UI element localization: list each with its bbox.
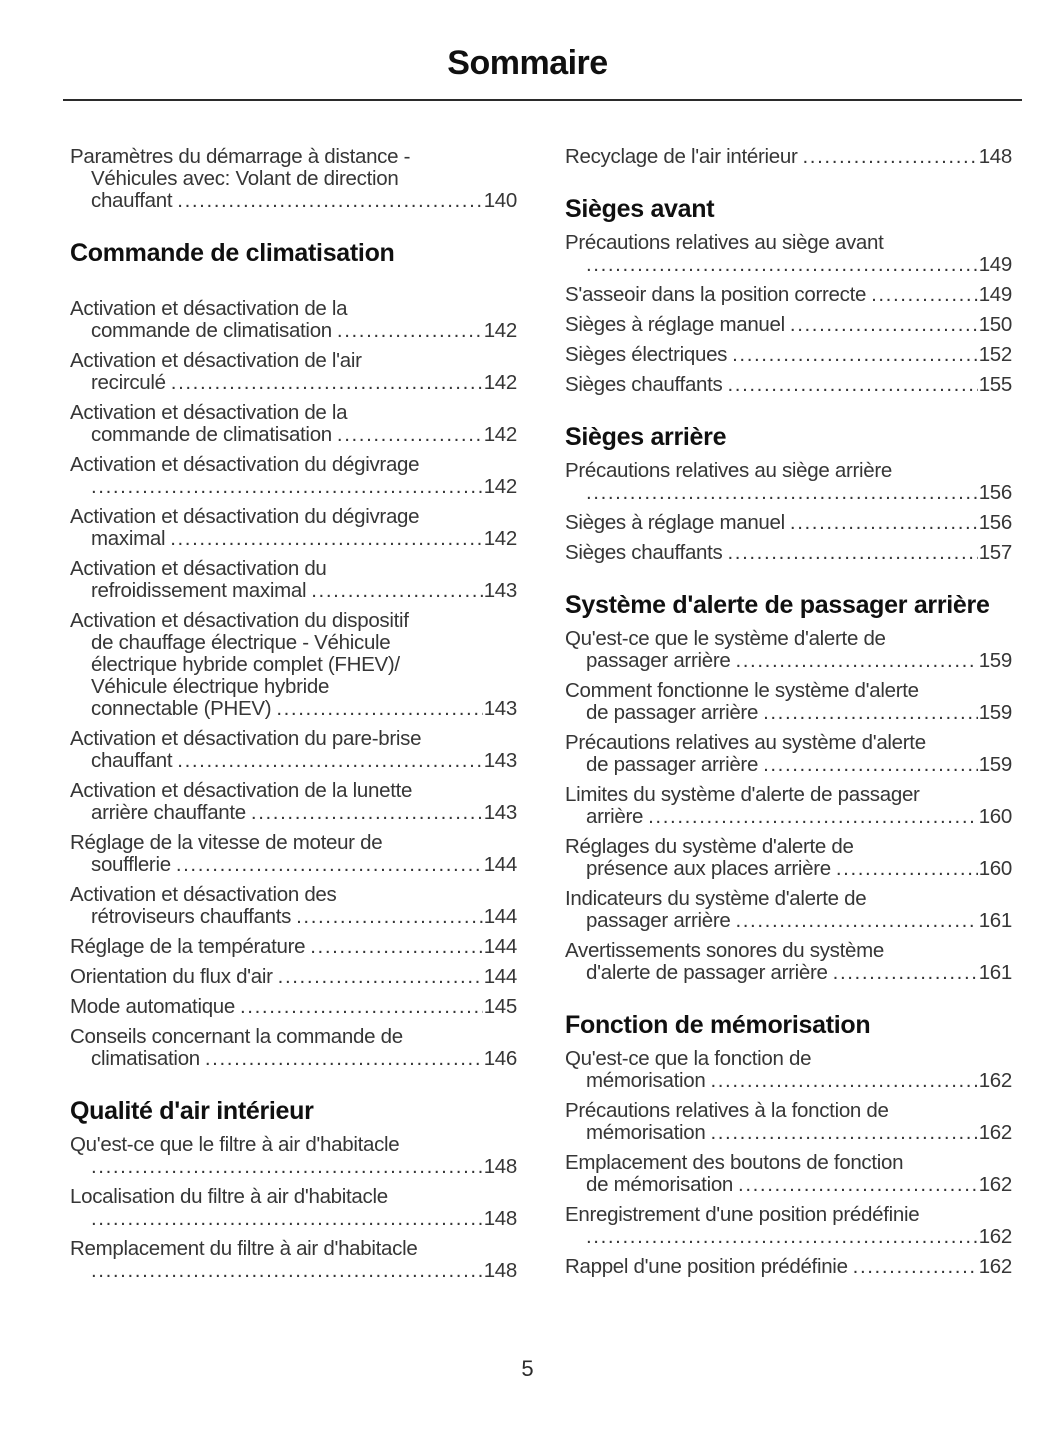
- entry-text: Qu'est-ce que la fonction de: [565, 1047, 812, 1070]
- toc-line: [70, 1260, 517, 1282]
- toc-entry: [565, 512, 1012, 534]
- toc-line: [565, 146, 1012, 168]
- toc-entry: [565, 232, 1012, 276]
- toc-entry: [565, 628, 1012, 672]
- entry-text: passager arrière: [586, 649, 731, 672]
- toc-entry: [70, 1238, 517, 1282]
- page-ref: 148: [483, 1259, 517, 1282]
- toc-line: [70, 580, 517, 602]
- dot-leader: [790, 314, 978, 336]
- toc-line: [565, 910, 1012, 932]
- page-ref: 144: [483, 905, 517, 928]
- entry-text: Qu'est-ce que le système d'alerte de: [565, 627, 886, 650]
- dot-leader: [276, 698, 482, 720]
- entry-text: commande de climatisation: [91, 423, 332, 446]
- entry-text: Activation et désactivation de la: [70, 297, 348, 320]
- toc-line: [565, 650, 1012, 672]
- dot-leader: [763, 754, 978, 776]
- toc-entry: [565, 374, 1012, 396]
- entry-text: Réglage de la vitesse de moteur de: [70, 831, 383, 854]
- dot-leader: [91, 476, 483, 498]
- page-ref: 156: [978, 511, 1012, 534]
- entry-text: connectable (PHEV): [91, 697, 272, 720]
- page-title: Sommaire: [447, 44, 608, 82]
- toc-line: [565, 482, 1012, 504]
- page-ref: 160: [978, 805, 1012, 828]
- entry-text: passager arrière: [586, 909, 731, 932]
- page-ref: 143: [483, 697, 517, 720]
- page-ref: 148: [483, 1155, 517, 1178]
- page-ref: 143: [483, 749, 517, 772]
- dot-leader: [278, 966, 483, 988]
- section-heading: Commande de climatisation: [70, 239, 395, 267]
- entry-text: Emplacement des boutons de fonction: [565, 1151, 904, 1174]
- dot-leader: [311, 580, 482, 602]
- toc-entry: [565, 940, 1012, 984]
- page-ref: 161: [978, 961, 1012, 984]
- dot-leader: [648, 806, 978, 828]
- dot-leader: [91, 1156, 483, 1178]
- dot-leader: [710, 1070, 977, 1092]
- entry-text: Activation et désactivation du dispositif: [70, 609, 409, 632]
- entry-text: électrique hybride complet (FHEV)/: [91, 653, 400, 676]
- page-ref: 162: [978, 1225, 1012, 1248]
- toc-line: [565, 512, 1012, 534]
- section-heading: Qualité d'air intérieur: [70, 1097, 314, 1125]
- dot-leader: [91, 1260, 483, 1282]
- toc-entry: [70, 1026, 517, 1070]
- dot-leader: [296, 906, 483, 928]
- entry-text: Activation et désactivation du dégivrage: [70, 505, 420, 528]
- page-ref: 142: [483, 319, 517, 342]
- toc-line: [565, 962, 1012, 984]
- title-divider: [63, 99, 1022, 101]
- dot-leader: [310, 936, 482, 958]
- entry-text: recirculé: [91, 371, 166, 394]
- entry-text: mémorisation: [586, 1121, 706, 1144]
- toc-entry: [70, 506, 517, 550]
- page-ref: 145: [483, 995, 517, 1018]
- page-ref: 149: [978, 253, 1012, 276]
- page-ref: 144: [483, 965, 517, 988]
- toc-entry: [70, 884, 517, 928]
- toc-entry: [565, 1048, 1012, 1092]
- dot-leader: [176, 854, 483, 876]
- entry-text: Recyclage de l'air intérieur: [565, 145, 798, 168]
- entry-text: soufflerie: [91, 853, 171, 876]
- dot-leader: [710, 1122, 977, 1144]
- page-ref: 160: [978, 857, 1012, 880]
- dot-leader: [177, 750, 482, 772]
- toc-entry: [70, 780, 517, 824]
- dot-leader: [251, 802, 483, 824]
- dot-leader: [240, 996, 483, 1018]
- entry-text: S'asseoir dans la position correcte: [565, 283, 867, 306]
- toc-line: [565, 1070, 1012, 1092]
- entry-text: Paramètres du démarrage à distance -: [70, 145, 411, 168]
- dot-leader: [586, 1226, 978, 1248]
- toc-entry: [70, 728, 517, 772]
- toc-entry: [565, 732, 1012, 776]
- page-ref: 146: [483, 1047, 517, 1070]
- toc-entry: [70, 1134, 517, 1178]
- dot-leader: [833, 962, 978, 984]
- toc-line: [70, 190, 517, 212]
- section-heading: Sièges arrière: [565, 423, 727, 451]
- toc-line: [70, 802, 517, 824]
- toc-entry: [70, 146, 517, 212]
- entry-text: refroidissement maximal: [91, 579, 307, 602]
- dot-leader: [735, 650, 977, 672]
- page-ref: 142: [483, 371, 517, 394]
- page-ref: 150: [978, 313, 1012, 336]
- dot-leader: [177, 190, 482, 212]
- toc-line: [565, 858, 1012, 880]
- toc-entry: [70, 402, 517, 446]
- toc-line: [70, 476, 517, 498]
- entry-text: Activation et désactivation de la lunette: [70, 779, 413, 802]
- toc-line: [565, 1226, 1012, 1248]
- toc-entry: [70, 454, 517, 498]
- entry-text: Localisation du filtre à air d'habitacle: [70, 1185, 388, 1208]
- entry-text: rétroviseurs chauffants: [91, 905, 292, 928]
- page-ref: 162: [978, 1173, 1012, 1196]
- toc-line: [565, 1174, 1012, 1196]
- entry-text: Véhicule électrique hybride: [91, 675, 330, 698]
- entry-text: mémorisation: [586, 1069, 706, 1092]
- page-ref: 159: [978, 753, 1012, 776]
- dot-leader: [803, 146, 978, 168]
- toc-entry: [565, 146, 1012, 168]
- entry-text: climatisation: [91, 1047, 200, 1070]
- toc-line: [565, 754, 1012, 776]
- page-ref: 149: [978, 283, 1012, 306]
- page-ref: 143: [483, 801, 517, 824]
- dot-leader: [337, 320, 483, 342]
- toc-entry: [565, 344, 1012, 366]
- entry-text: Avertissements sonores du système: [565, 939, 885, 962]
- entry-text: Précautions relatives au siège arrière: [565, 459, 893, 482]
- entry-text: Remplacement du filtre à air d'habitacle: [70, 1237, 418, 1260]
- toc-line: [70, 996, 517, 1018]
- dot-leader: [836, 858, 978, 880]
- entry-text: Conseils concernant la commande de: [70, 1025, 403, 1048]
- toc-entry: [70, 298, 517, 342]
- entry-text: chauffant: [91, 189, 173, 212]
- page-ref: 144: [483, 853, 517, 876]
- entry-text: Activation et désactivation de l'air: [70, 349, 362, 372]
- entry-text: Activation et désactivation du dégivrage: [70, 453, 420, 476]
- toc-line: [70, 966, 517, 988]
- entry-text: Qu'est-ce que le filtre à air d'habitacle: [70, 1133, 400, 1156]
- entry-text: de chauffage électrique - Véhicule: [91, 631, 391, 654]
- toc-line: [70, 424, 517, 446]
- toc-entry: [70, 350, 517, 394]
- entry-text: Réglages du système d'alerte de: [565, 835, 854, 858]
- toc-entry: [565, 888, 1012, 932]
- toc-entry: [565, 836, 1012, 880]
- entry-text: Orientation du flux d'air: [70, 965, 273, 988]
- entry-text: Activation et désactivation du pare-brise: [70, 727, 422, 750]
- toc-line: [565, 284, 1012, 306]
- page-ref: 142: [483, 527, 517, 550]
- page-ref: 157: [978, 541, 1012, 564]
- toc-entry: [565, 1152, 1012, 1196]
- toc-entry: [565, 460, 1012, 504]
- dot-leader: [586, 254, 978, 276]
- dot-leader: [790, 512, 978, 534]
- dot-leader: [732, 344, 978, 366]
- entry-text: Activation et désactivation de la: [70, 401, 348, 424]
- toc-entry: [565, 542, 1012, 564]
- toc-entry: [565, 680, 1012, 724]
- toc-entry: [565, 1204, 1012, 1248]
- toc-line: [70, 750, 517, 772]
- toc-column-left: [70, 146, 517, 1290]
- dot-leader: [853, 1256, 978, 1278]
- toc-line: [565, 702, 1012, 724]
- entry-text: arrière chauffante: [91, 801, 246, 824]
- entry-text: Sièges chauffants: [565, 541, 723, 564]
- section-heading: Système d'alerte de passager arrière: [565, 591, 990, 619]
- page-ref: 142: [483, 423, 517, 446]
- toc-line: [70, 698, 517, 720]
- toc-entry: [565, 1256, 1012, 1278]
- toc-line: [565, 344, 1012, 366]
- entry-text: Véhicules avec: Volant de direction: [91, 167, 399, 190]
- toc-line: [70, 936, 517, 958]
- toc-line: [565, 1122, 1012, 1144]
- entry-text: chauffant: [91, 749, 173, 772]
- toc-entry: [70, 558, 517, 602]
- page-ref: 159: [978, 649, 1012, 672]
- toc-entry: [565, 314, 1012, 336]
- entry-text: Précautions relatives au siège avant: [565, 231, 884, 254]
- toc-entry: [70, 1186, 517, 1230]
- toc-entry: [70, 936, 517, 958]
- entry-text: arrière: [586, 805, 644, 828]
- page-ref: 156: [978, 481, 1012, 504]
- entry-text: Indicateurs du système d'alerte de: [565, 887, 867, 910]
- entry-text: Réglage de la température: [70, 935, 306, 958]
- page-ref: 140: [483, 189, 517, 212]
- page-ref: 144: [483, 935, 517, 958]
- toc-entry: [70, 832, 517, 876]
- entry-text: Sièges électriques: [565, 343, 728, 366]
- toc-entry: [565, 1100, 1012, 1144]
- entry-text: Activation et désactivation du: [70, 557, 327, 580]
- toc-line: [565, 542, 1012, 564]
- entry-text: de passager arrière: [586, 753, 759, 776]
- toc-line: [70, 1156, 517, 1178]
- page-ref: 162: [978, 1255, 1012, 1278]
- toc-line: [565, 1256, 1012, 1278]
- entry-text: de passager arrière: [586, 701, 759, 724]
- dot-leader: [586, 482, 978, 504]
- dot-leader: [205, 1048, 483, 1070]
- entry-text: commande de climatisation: [91, 319, 332, 342]
- toc-entry: [70, 610, 517, 720]
- dot-leader: [728, 542, 978, 564]
- toc-line: [70, 372, 517, 394]
- entry-text: Activation et désactivation des: [70, 883, 337, 906]
- dot-leader: [738, 1174, 978, 1196]
- toc-line: [70, 320, 517, 342]
- dot-leader: [763, 702, 978, 724]
- page-ref: 162: [978, 1069, 1012, 1092]
- entry-text: Comment fonctionne le système d'alerte: [565, 679, 919, 702]
- entry-text: Limites du système d'alerte de passager: [565, 783, 920, 806]
- toc-line: [565, 374, 1012, 396]
- entry-text: Sièges à réglage manuel: [565, 511, 785, 534]
- toc-line: [70, 1208, 517, 1230]
- toc-entry: [565, 784, 1012, 828]
- toc-column-right: [565, 146, 1012, 1286]
- section-heading: Sièges avant: [565, 195, 715, 223]
- entry-text: de mémorisation: [586, 1173, 734, 1196]
- entry-text: présence aux places arrière: [586, 857, 831, 880]
- page-ref: 161: [978, 909, 1012, 932]
- page-ref: 152: [978, 343, 1012, 366]
- page-number: 5: [521, 1356, 534, 1381]
- entry-text: Précautions relatives à la fonction de: [565, 1099, 889, 1122]
- page-ref: 148: [978, 145, 1012, 168]
- entry-text: d'alerte de passager arrière: [586, 961, 828, 984]
- section-heading: Fonction de mémorisation: [565, 1011, 871, 1039]
- toc-line: [70, 854, 517, 876]
- entry-text: Précautions relatives au système d'alerte: [565, 731, 926, 754]
- page-ref: 159: [978, 701, 1012, 724]
- toc-entry: [565, 284, 1012, 306]
- toc-line: [565, 806, 1012, 828]
- toc-line: [565, 254, 1012, 276]
- page-ref: 155: [978, 373, 1012, 396]
- toc-line: [70, 1048, 517, 1070]
- entry-text: Mode automatique: [70, 995, 236, 1018]
- dot-leader: [871, 284, 978, 306]
- entry-text: maximal: [91, 527, 166, 550]
- entry-text: Enregistrement d'une position prédéfinie: [565, 1203, 920, 1226]
- dot-leader: [91, 1208, 483, 1230]
- dot-leader: [728, 374, 978, 396]
- page-ref: 148: [483, 1207, 517, 1230]
- dot-leader: [337, 424, 483, 446]
- toc-line: [565, 314, 1012, 336]
- dot-leader: [170, 528, 482, 550]
- dot-leader: [171, 372, 483, 394]
- toc-entry: [70, 966, 517, 988]
- entry-text: Sièges à réglage manuel: [565, 313, 785, 336]
- entry-text: Sièges chauffants: [565, 373, 723, 396]
- toc-line: [70, 906, 517, 928]
- page-ref: 142: [483, 475, 517, 498]
- page-ref: 143: [483, 579, 517, 602]
- dot-leader: [735, 910, 977, 932]
- toc-entry: [70, 996, 517, 1018]
- toc-line: [70, 528, 517, 550]
- page-ref: 162: [978, 1121, 1012, 1144]
- entry-text: Rappel d'une position prédéfinie: [565, 1255, 848, 1278]
